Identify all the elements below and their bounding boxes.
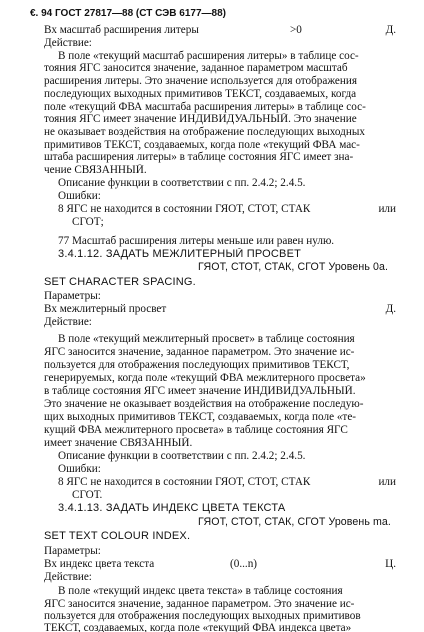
section-states-level: ГЯОТ, СТОТ, СТАК, СГОТ Уровень mа.	[198, 516, 391, 528]
params-heading: Параметры:	[44, 290, 101, 302]
function-description: Описание функции в соответствии с пп. 2.4.2; 2.4.5.	[58, 450, 306, 462]
text-line: В поле «текущий межлитерный просвет» в таблице состояния	[58, 333, 355, 345]
text-line: кущий ФВА межлитерного просвета» в таблице состояния ЯГС	[44, 424, 348, 436]
error-line: 77 Масштаб расширения литеры меньше или равен нулю.	[58, 235, 335, 247]
function-description: Описание функции в соответствии с пп. 2.4.2; 2.4.5.	[58, 177, 306, 189]
text-line: последующих выходных примитивов ТЕКСТ, создаваемых, когда	[44, 88, 357, 100]
param-label: Вх масштаб расширения литеры	[44, 24, 199, 36]
param-line-text-colour	[44, 558, 396, 570]
param-range: >0	[290, 24, 302, 36]
text-line: ТЕКСТ, создаваемых, когда поле «текущий ФВА индекса цвета»	[44, 622, 352, 632]
text-line: тояния ЯГС заносится значение, заданное параметром масштаб	[44, 62, 348, 74]
text-line: Это значение не оказывает воздействия на отображение последую-	[44, 398, 364, 410]
error-line-cont: СГОТ.	[72, 489, 103, 501]
error-text: 8 ЯГС не находится в состоянии ГЯОТ, СТОТ, СТАК	[58, 476, 311, 488]
errors-heading: Ошибки:	[58, 190, 101, 202]
param-line-expansion	[44, 24, 396, 36]
action-heading: Действие:	[44, 316, 92, 328]
action-heading: Действие:	[44, 571, 92, 583]
text-line: ЯГС заносится значение, заданное параметром. Это значение ис-	[44, 598, 355, 610]
param-line-spacing	[44, 303, 396, 315]
text-line: штаба расширения литеры» в таблице состояния ЯГС имеет зна-	[44, 151, 354, 163]
section-states-level: ГЯОТ, СТОТ, СТАК, СГОТ Уровень 0а.	[198, 261, 389, 273]
text-line: щих выходных примитивов ТЕКСТ, создаваемых, когда поле «те-	[44, 411, 357, 423]
error-or: или	[378, 203, 396, 215]
error-text: 8 ЯГС не находится в состоянии ГЯОТ, СТОТ, СТАК	[58, 203, 311, 215]
text-line: не оказывает воздействия на отображение последующих выходных	[44, 126, 365, 138]
section-heading-3-4-1-13: 3.4.1.13. ЗАДАТЬ ИНДЕКС ЦВЕТА ТЕКСТА	[58, 502, 286, 514]
action-heading: Действие:	[44, 37, 92, 49]
text-line: имеет значение СВЯЗАННЫЙ.	[44, 437, 193, 449]
text-line: в таблице состояния ЯГС имеет значение ИНДИВИДУАЛЬНЫЙ.	[44, 385, 356, 397]
param-type: Д.	[385, 303, 396, 315]
text-line: пользуется для отображения последующих выходных примитивов	[44, 610, 361, 622]
page-header: €. 94 ГОСТ 27817—88 (СТ СЭВ 6177—88)	[30, 8, 226, 19]
errors-heading: Ошибки:	[58, 463, 101, 475]
error-or: или	[378, 476, 396, 488]
section-heading-3-4-1-12: 3.4.1.12. ЗАДАТЬ МЕЖЛИТЕРНЫЙ ПРОСВЕТ	[58, 248, 302, 260]
section-english-name: SET TEXT COLOUR INDEX.	[44, 530, 191, 542]
text-line: пользуется для отображения последующих примитивов ТЕКСТ,	[44, 359, 350, 371]
error-line	[58, 203, 396, 215]
text-line: расширения литеры. Это значение используется для отображения	[44, 75, 358, 87]
text-line: генерируемых, когда поле «текущий ФВА межлитерного просвета»	[44, 372, 366, 384]
param-type: Д.	[385, 24, 396, 36]
text-line: В поле «текущий индекс цвета текста» в таблице состояния	[58, 585, 343, 597]
error-line	[58, 476, 396, 488]
text-line: чение СВЯЗАННЫЙ.	[44, 164, 147, 176]
text-line: тояния ЯГС имеет значение ИНДИВИДУАЛЬНЫЙ. Это значение	[44, 113, 357, 125]
text-line: примитивов ТЕКСТ, создаваемых, когда поле «текущий ФВА мас-	[44, 139, 360, 151]
param-label: Вх межлитерный просвет	[44, 303, 167, 315]
param-range: (0...n)	[230, 558, 258, 570]
params-heading: Параметры:	[44, 545, 101, 557]
error-line-cont: СГОТ;	[72, 216, 104, 228]
text-line: поле «текущий ФВА масштаба расширения литеры» в таблице сос-	[44, 101, 366, 113]
param-label: Вх индекс цвета текста	[44, 558, 155, 570]
section-english-name: SET CHARACTER SPACING.	[44, 276, 196, 288]
text-line: ЯГС заносится значение, заданное параметром. Это значение ис-	[44, 346, 355, 358]
param-type: Ц.	[385, 558, 396, 570]
text-line: В поле «текущий масштаб расширения литеры» в таблице сос-	[58, 50, 359, 62]
